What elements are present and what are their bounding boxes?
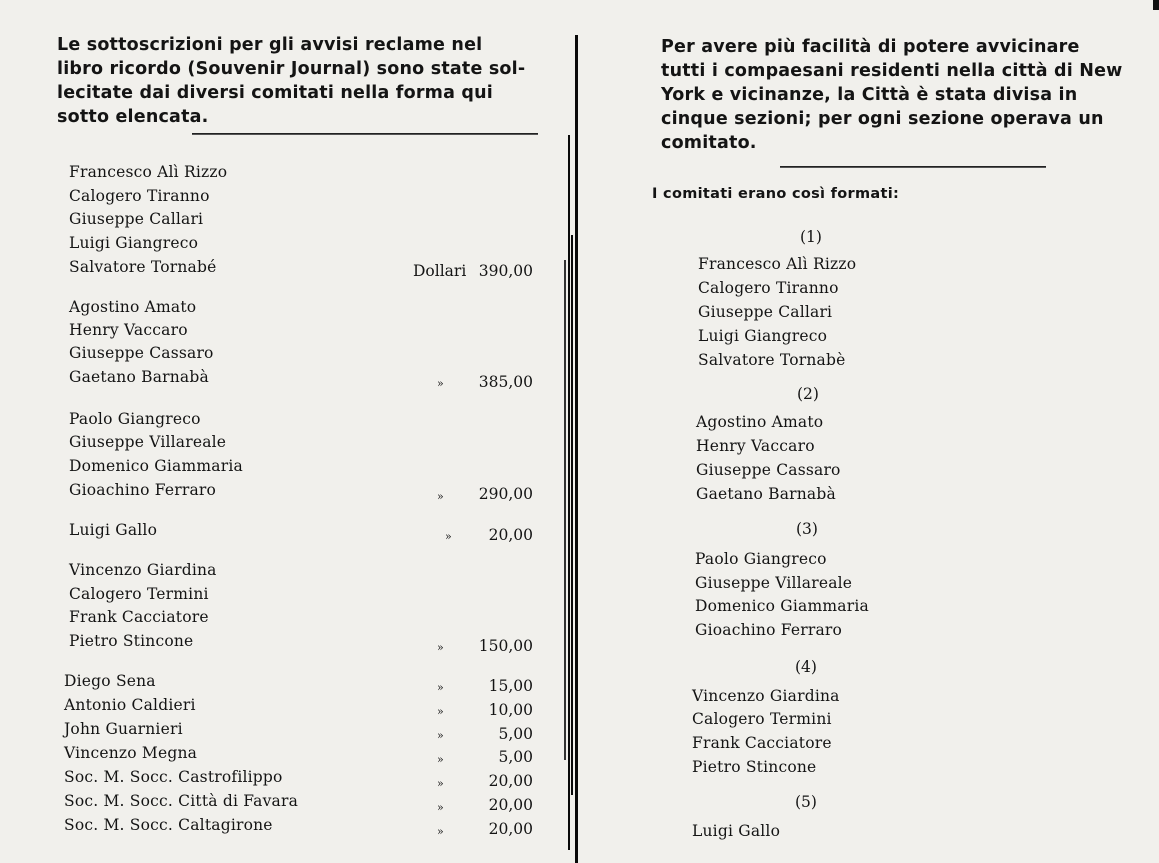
ditto-mark: » [437, 705, 444, 718]
ditto-mark: » [437, 777, 444, 790]
committee-number: (3) [796, 520, 818, 538]
donor-name: Gioachino Ferraro [69, 481, 217, 499]
donation-amount: 20,00 [488, 820, 533, 838]
donation-amount: 150,00 [478, 637, 533, 655]
donor-name: Antonio Caldieri [64, 696, 196, 714]
ditto-mark: » [437, 681, 444, 694]
donor-name: Francesco Alì Rizzo [69, 163, 228, 181]
committee-member: Calogero Termini [692, 710, 832, 728]
donor-name: Calogero Termini [69, 585, 209, 603]
donor-name: Pietro Stincone [69, 632, 194, 650]
donor-name: Soc. M. Socc. Castrofilippo [64, 768, 283, 786]
ditto-mark: » [437, 490, 444, 503]
donation-amount: 20,00 [488, 796, 533, 814]
binding-line [575, 35, 578, 863]
donation-amount: 385,00 [478, 373, 533, 391]
ditto-mark: » [437, 729, 444, 742]
donor-name: Domenico Giammaria [69, 457, 243, 475]
right-divider-rule [780, 166, 1046, 168]
donation-amount: 20,00 [488, 526, 533, 544]
right-intro-line: tutti i compaesani residenti nella città di New [661, 61, 1123, 81]
committee-member: Francesco Alì Rizzo [698, 255, 857, 273]
donor-name: Giuseppe Callari [69, 210, 204, 228]
committee-member: Agostino Amato [696, 413, 824, 431]
committee-number: (1) [800, 228, 822, 246]
committee-member: Calogero Tiranno [698, 279, 839, 297]
committees-subtitle: I comitati erano così formati: [652, 186, 900, 202]
donor-name: Luigi Giangreco [69, 234, 199, 252]
donation-amount: 10,00 [488, 701, 533, 719]
donor-name: Vincenzo Giardina [69, 561, 217, 579]
ditto-mark: » [437, 801, 444, 814]
ditto-mark: » [437, 825, 444, 838]
committee-member: Giuseppe Villareale [695, 574, 853, 592]
binding-line [564, 260, 566, 760]
donation-amount: 5,00 [498, 725, 533, 743]
right-intro-line: Per avere più facilità di potere avvicinare [661, 37, 1080, 57]
donor-name: Gaetano Barnabà [69, 368, 209, 386]
left-intro-paragraph [57, 33, 537, 129]
committee-member: Gaetano Barnabà [696, 485, 836, 503]
committee-member: Pietro Stincone [692, 758, 817, 776]
donor-name: Vincenzo Megna [64, 744, 198, 762]
committee-member: Giuseppe Cassaro [696, 461, 841, 479]
right-intro-line: York e vicinanze, la Città è stata divisa in [661, 85, 1078, 105]
donation-amount: 290,00 [478, 485, 533, 503]
committee-member: Luigi Giangreco [698, 327, 828, 345]
donor-name: Giuseppe Villareale [69, 433, 227, 451]
left-divider-rule [192, 133, 538, 135]
ditto-mark: » [437, 753, 444, 766]
ditto-mark: » [437, 641, 444, 654]
donor-name: Agostino Amato [69, 298, 197, 316]
right-intro-line: cinque sezioni; per ogni sezione operava un [661, 109, 1104, 129]
binding-line [571, 235, 573, 795]
committee-member: Vincenzo Giardina [692, 687, 840, 705]
donor-name: Frank Cacciatore [69, 608, 209, 626]
donation-amount: 390,00 [478, 262, 533, 280]
left-intro-line: libro ricordo (Souvenir Journal) sono state sol- [57, 59, 526, 79]
committee-number: (4) [795, 658, 817, 676]
donor-name: Diego Sena [64, 672, 156, 690]
donor-name: Giuseppe Cassaro [69, 344, 214, 362]
right-intro-line: comitato. [661, 133, 757, 153]
committee-member: Paolo Giangreco [695, 550, 827, 568]
donation-amount: 15,00 [488, 677, 533, 695]
committee-member: Luigi Gallo [692, 822, 781, 840]
binding-line [568, 135, 570, 850]
currency-label: Dollari [413, 262, 467, 280]
committee-member: Salvatore Tornabè [698, 351, 846, 369]
ditto-mark: » [445, 530, 452, 543]
donor-name: Calogero Tiranno [69, 187, 210, 205]
committee-number: (5) [795, 793, 817, 811]
left-intro-line: sotto elencata. [57, 107, 209, 127]
left-page [0, 0, 565, 863]
right-intro-paragraph [661, 35, 1141, 155]
donor-name: Soc. M. Socc. Città di Favara [64, 792, 299, 810]
donor-name: Luigi Gallo [69, 521, 158, 539]
committee-number: (2) [797, 385, 819, 403]
donor-name: Soc. M. Socc. Caltagirone [64, 816, 273, 834]
donor-name: Salvatore Tornabé [69, 258, 217, 276]
committee-member: Gioachino Ferraro [695, 621, 843, 639]
right-page [585, 0, 1159, 863]
donor-name: Paolo Giangreco [69, 410, 201, 428]
donor-name: Henry Vaccaro [69, 321, 188, 339]
left-intro-line: lecitate dai diversi comitati nella forma qui [57, 83, 493, 103]
donation-amount: 5,00 [498, 748, 533, 766]
donor-name: John Guarnieri [64, 720, 183, 738]
committee-member: Henry Vaccaro [696, 437, 815, 455]
committee-member: Giuseppe Callari [698, 303, 833, 321]
committee-member: Domenico Giammaria [695, 597, 869, 615]
committee-member: Frank Cacciatore [692, 734, 832, 752]
left-intro-line: Le sottoscrizioni per gli avvisi reclame nel [57, 35, 483, 55]
ditto-mark: » [437, 377, 444, 390]
donation-amount: 20,00 [488, 772, 533, 790]
